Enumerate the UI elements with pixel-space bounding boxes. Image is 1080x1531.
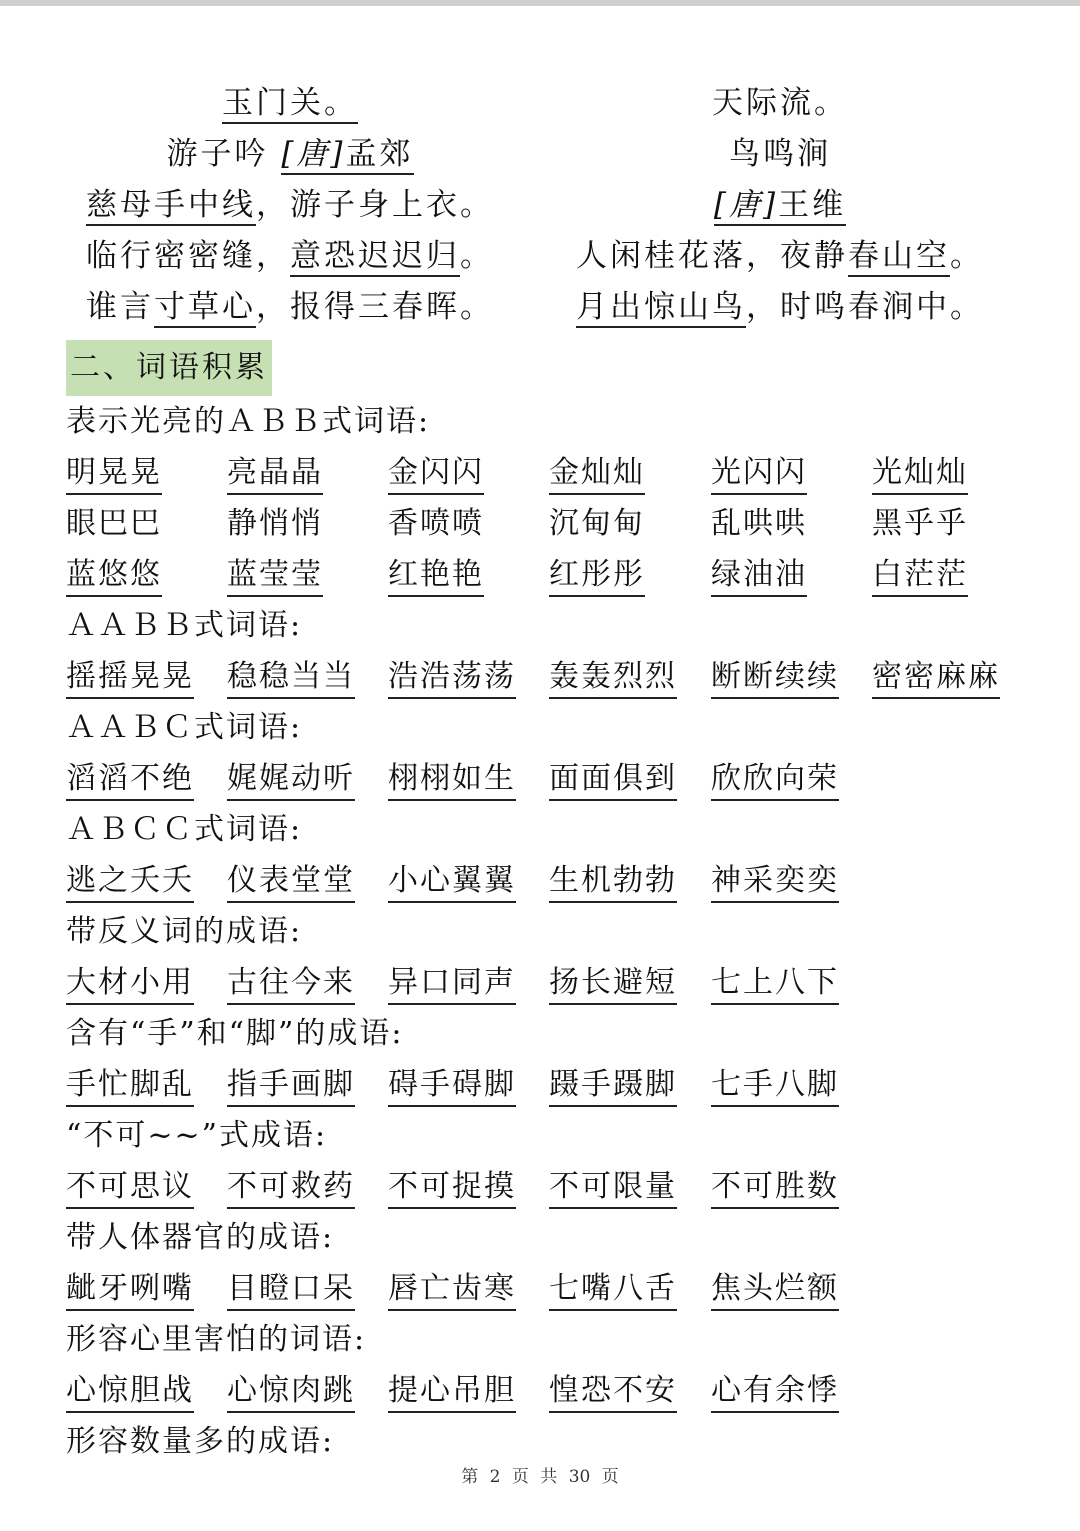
vocab-word <box>711 651 839 702</box>
poem-right-line-1: 人闲桂花落，夜静春山空。 <box>530 231 1030 282</box>
vocab-word <box>711 1161 839 1212</box>
vocab-word <box>711 855 839 906</box>
vocab-word-text: 栩栩如生 <box>388 761 516 801</box>
vocab-word <box>549 1161 677 1212</box>
top-edge-bar <box>0 0 1080 6</box>
poem-left-prev-end: 玉门关。 <box>40 78 540 129</box>
vocab-word-text: 扬长避短 <box>549 965 677 1005</box>
poem-left <box>40 78 540 333</box>
poem-left-line-3: 谁言寸草心，报得三春晖。 <box>40 282 540 333</box>
category-label: 形容数量多的成语: <box>66 1424 335 1459</box>
poem-left-dynasty: [唐] <box>281 136 345 175</box>
vocab-word-text: 七手八脚 <box>711 1067 839 1107</box>
vocab-word <box>872 498 968 549</box>
word-row <box>66 447 1056 498</box>
vocab-word-text: 逃之夭夭 <box>66 863 194 903</box>
vocab-word <box>227 1365 355 1416</box>
vocab-word-text: 不可限量 <box>549 1169 677 1209</box>
vocab-word <box>66 549 162 600</box>
vocab-word-text: 红艳艳 <box>388 557 484 597</box>
vocab-word-text: 摇摇晃晃 <box>66 659 194 699</box>
vocab-word <box>711 447 807 498</box>
category-label: ＡＢＣＣ式词语: <box>66 812 303 847</box>
vocab-word <box>66 957 194 1008</box>
vocab-word <box>66 498 162 549</box>
vocab-word-text: 断断续续 <box>711 659 839 699</box>
vocab-word-text: 神采奕奕 <box>711 863 839 903</box>
vocab-word-text: 娓娓动听 <box>227 761 355 801</box>
vocab-word-text: 金灿灿 <box>549 455 645 495</box>
word-row <box>66 498 1056 549</box>
vocab-word <box>549 753 677 804</box>
category-label: 形容心里害怕的词语: <box>66 1322 367 1357</box>
category-label: “不可~~”式成语: <box>66 1118 328 1153</box>
vocab-word <box>872 447 968 498</box>
vocab-word <box>549 549 645 600</box>
vocab-word-text: 唇亡齿寒 <box>388 1271 516 1311</box>
category-label: ＡＡＢＢ式词语: <box>66 608 303 643</box>
vocab-word-text: 轰轰烈烈 <box>549 659 677 699</box>
poem-right-dynasty: [唐] <box>714 187 778 226</box>
vocab-word-text: 蓝悠悠 <box>66 557 162 597</box>
vocab-word-text: 香喷喷 <box>388 506 484 541</box>
category-label: 含有“手”和“脚”的成语: <box>66 1016 404 1051</box>
poem-left-line-2: 临行密密缝，意恐迟迟归。 <box>40 231 540 282</box>
vocab-word <box>549 1263 677 1314</box>
vocab-word <box>388 1161 516 1212</box>
category-label: 带人体器官的成语: <box>66 1220 335 1255</box>
vocab-word <box>388 753 516 804</box>
vocab-word-text: 不可救药 <box>227 1169 355 1209</box>
vocab-word <box>549 855 677 906</box>
vocab-word-text: 面面俱到 <box>549 761 677 801</box>
vocab-word <box>227 498 323 549</box>
vocab-word-text: 蓝莹莹 <box>227 557 323 597</box>
category-label: 表示光亮的ＡＢＢ式词语: <box>66 404 431 439</box>
vocab-word-text: 心惊胆战 <box>66 1373 194 1413</box>
vocab-word-text: 沉甸甸 <box>549 506 645 541</box>
vocab-word-text: 目瞪口呆 <box>227 1271 355 1311</box>
poem-left-author: 孟郊 <box>346 136 414 175</box>
category-label: 带反义词的成语: <box>66 914 303 949</box>
vocab-word <box>549 957 677 1008</box>
vocab-word <box>227 753 355 804</box>
vocab-word <box>549 1365 677 1416</box>
vocab-word-text: 七嘴八舌 <box>549 1271 677 1311</box>
vocabulary-list <box>66 396 1056 1467</box>
vocab-word-text: 蹑手蹑脚 <box>549 1067 677 1107</box>
section-heading: 二、词语积累 <box>66 340 272 396</box>
vocab-word <box>388 1059 516 1110</box>
poem-right <box>530 78 1030 333</box>
vocab-word <box>66 855 194 906</box>
vocab-word <box>227 855 355 906</box>
vocab-word-text: 不可思议 <box>66 1169 194 1209</box>
vocab-word <box>711 957 839 1008</box>
word-row <box>66 957 1056 1008</box>
vocab-word-text: 指手画脚 <box>227 1067 355 1107</box>
word-row <box>66 1059 1056 1110</box>
vocab-word-text: 焦头烂额 <box>711 1271 839 1311</box>
vocab-word-text: 金闪闪 <box>388 455 484 495</box>
vocab-word <box>388 498 484 549</box>
vocab-word <box>388 855 516 906</box>
vocab-word-text: 不可捉摸 <box>388 1169 516 1209</box>
vocab-word <box>66 447 162 498</box>
vocab-word-text: 仪表堂堂 <box>227 863 355 903</box>
poem-left-title-line <box>40 129 540 180</box>
vocab-word-text: 静悄悄 <box>227 506 323 541</box>
vocab-word-text: 古往今来 <box>227 965 355 1005</box>
vocab-word-text: 黑乎乎 <box>872 506 968 541</box>
vocab-word <box>872 651 1000 702</box>
vocab-word <box>66 1263 194 1314</box>
vocab-word-text: 稳稳当当 <box>227 659 355 699</box>
word-row <box>66 1365 1056 1416</box>
vocab-word-text: 龇牙咧嘴 <box>66 1271 194 1311</box>
vocab-word-text: 乱哄哄 <box>711 506 807 541</box>
vocab-word-text: 亮晶晶 <box>227 455 323 495</box>
poem-right-author: 王维 <box>778 187 846 226</box>
vocab-word-text: 不可胜数 <box>711 1169 839 1209</box>
vocab-word <box>227 1263 355 1314</box>
poem-left-line-1: 慈母手中线，游子身上衣。 <box>40 180 540 231</box>
vocab-word-text: 惶恐不安 <box>549 1373 677 1413</box>
vocab-word-text: 眼巴巴 <box>66 506 162 541</box>
vocab-word-text: 光闪闪 <box>711 455 807 495</box>
vocab-word-text: 心有余悸 <box>711 1373 839 1413</box>
vocab-word <box>388 1263 516 1314</box>
vocab-word <box>549 498 645 549</box>
vocab-word-text: 光灿灿 <box>872 455 968 495</box>
vocab-word <box>388 957 516 1008</box>
vocab-word-text: 手忙脚乱 <box>66 1067 194 1107</box>
vocab-word <box>227 1161 355 1212</box>
poem-right-line-2: 月出惊山鸟，时鸣春涧中。 <box>530 282 1030 333</box>
vocab-word-text: 小心翼翼 <box>388 863 516 903</box>
vocab-word-text: 浩浩荡荡 <box>388 659 516 699</box>
vocab-word <box>549 1059 677 1110</box>
vocab-word <box>66 1161 194 1212</box>
vocab-word <box>711 549 807 600</box>
vocab-word-text: 七上八下 <box>711 965 839 1005</box>
vocab-word <box>388 1365 516 1416</box>
vocab-word <box>388 651 516 702</box>
vocab-word-text: 大材小用 <box>66 965 194 1005</box>
page-footer: 第 2 页 共 30 页 <box>461 1467 619 1487</box>
vocab-word <box>711 498 807 549</box>
category-label: ＡＡＢＣ式词语: <box>66 710 303 745</box>
vocab-word <box>711 753 839 804</box>
word-row <box>66 1263 1056 1314</box>
vocab-word-text: 滔滔不绝 <box>66 761 194 801</box>
vocab-word-text: 碍手碍脚 <box>388 1067 516 1107</box>
vocab-word-text: 明晃晃 <box>66 455 162 495</box>
word-row <box>66 1161 1056 1212</box>
vocab-word <box>388 447 484 498</box>
vocab-word-text: 异口同声 <box>388 965 516 1005</box>
vocab-word-text: 生机勃勃 <box>549 863 677 903</box>
poem-left-title: 游子吟 <box>166 136 269 172</box>
vocab-word <box>549 651 677 702</box>
vocab-word <box>66 1365 194 1416</box>
vocab-word <box>227 957 355 1008</box>
vocab-word-text: 密密麻麻 <box>872 659 1000 699</box>
vocab-word-text: 绿油油 <box>711 557 807 597</box>
vocab-word <box>227 447 323 498</box>
vocab-word <box>711 1059 839 1110</box>
word-row <box>66 753 1056 804</box>
vocab-word-text: 白茫茫 <box>872 557 968 597</box>
poem-right-title: 鸟鸣涧 <box>729 136 831 172</box>
poem-right-prev-end: 天际流。 <box>712 85 848 121</box>
poem-right-author-line <box>530 180 1030 231</box>
vocab-word <box>388 549 484 600</box>
vocab-word <box>227 651 355 702</box>
vocab-word-text: 心惊肉跳 <box>227 1373 355 1413</box>
vocab-word <box>711 1365 839 1416</box>
vocab-word <box>227 1059 355 1110</box>
vocab-word <box>66 1059 194 1110</box>
vocab-word <box>227 549 323 600</box>
vocab-word <box>711 1263 839 1314</box>
vocab-word-text: 红彤彤 <box>549 557 645 597</box>
vocab-word-text: 欣欣向荣 <box>711 761 839 801</box>
vocab-word <box>66 651 194 702</box>
vocab-word <box>66 753 194 804</box>
word-row <box>66 549 1056 600</box>
vocab-word-text: 提心吊胆 <box>388 1373 516 1413</box>
vocab-word <box>872 549 968 600</box>
vocab-word <box>549 447 645 498</box>
word-row <box>66 855 1056 906</box>
word-row <box>66 651 1056 702</box>
